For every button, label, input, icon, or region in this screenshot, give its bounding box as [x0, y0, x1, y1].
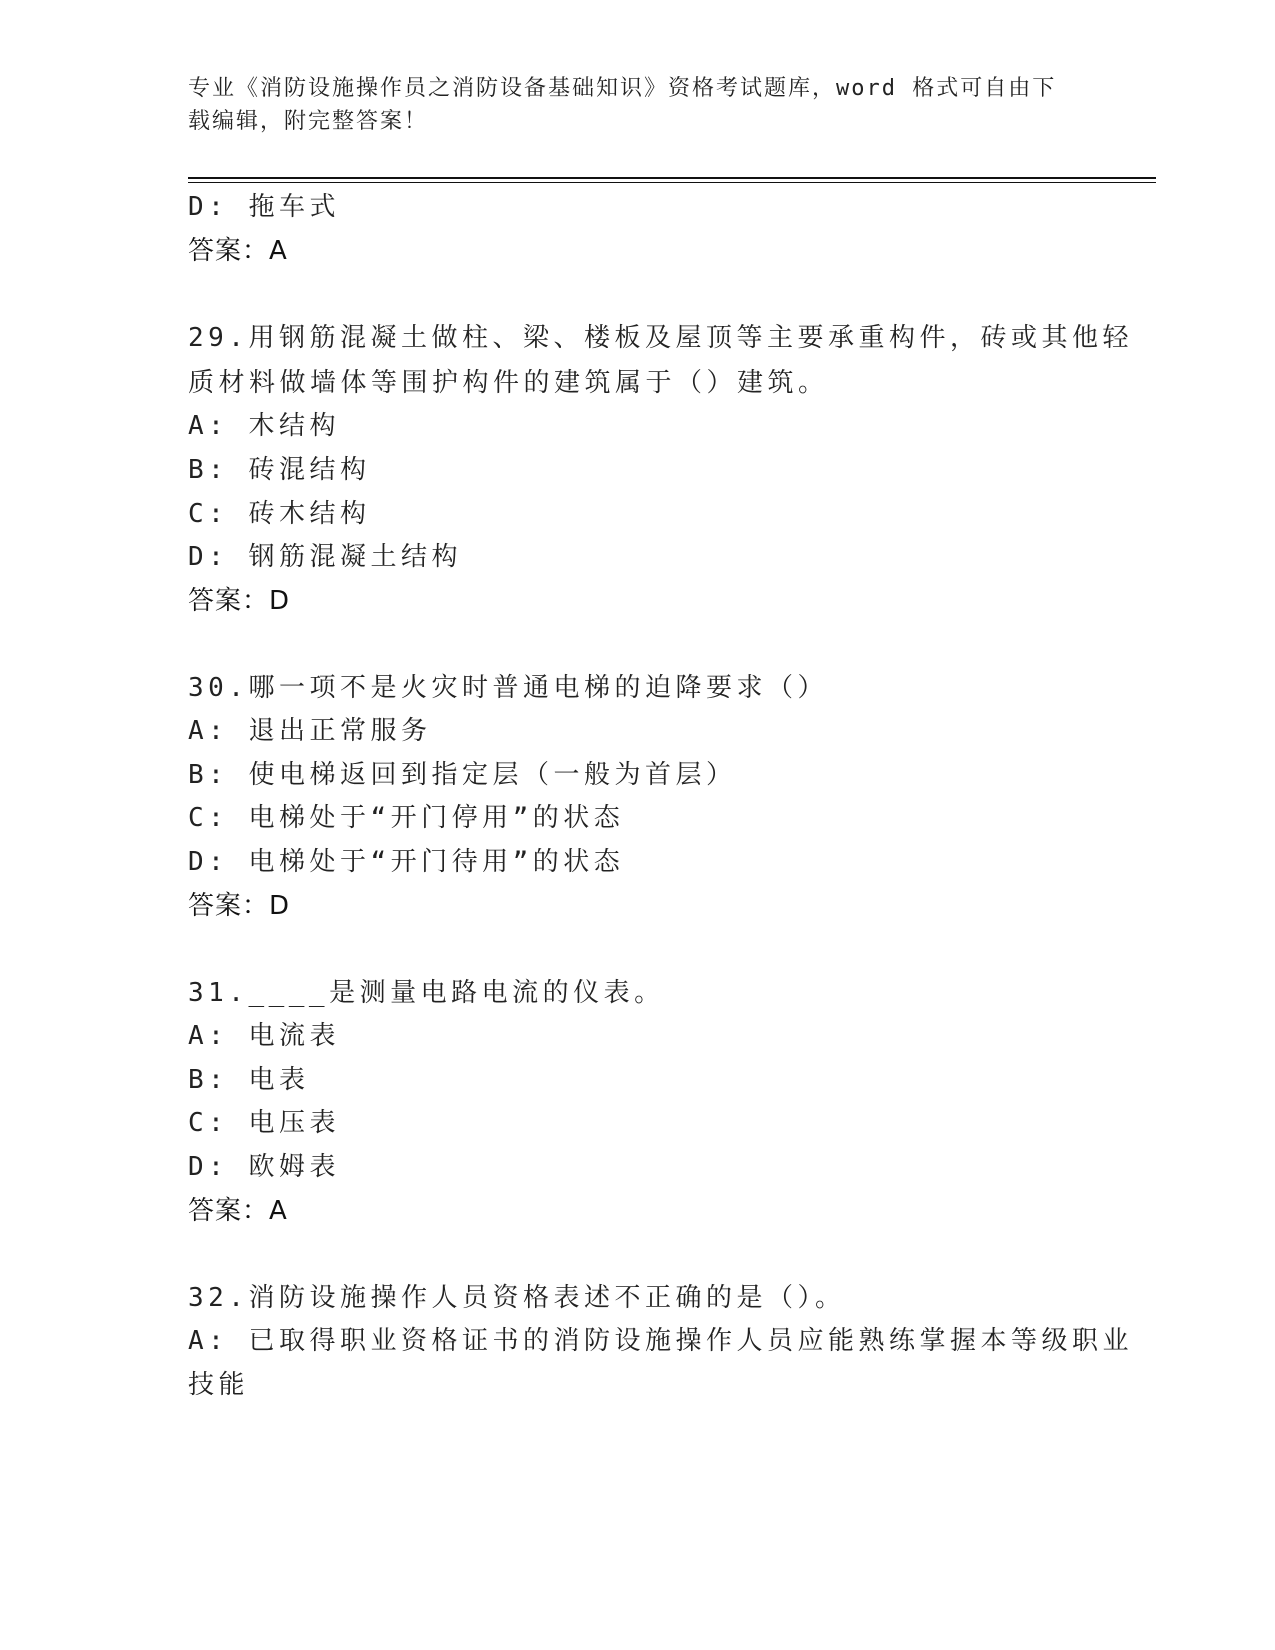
header-line-2: 载编辑，附完整答案！ — [188, 109, 429, 134]
q30-stem-line-1: 30.哪一项不是火灾时普通电梯的迫降要求（） — [188, 673, 828, 703]
q32-option-a-line-1: A: 已取得职业资格证书的消防设施操作人员应能熟练掌握本等级职业 — [188, 1326, 1133, 1356]
q30-option-d: D: 电梯处于“开门待用”的状态 — [188, 847, 625, 877]
prev-answer: 答案：A — [188, 236, 288, 266]
header-line-1: 专业《消防设施操作员之消防设备基础知识》资格考试题库，word 格式可自由下 — [188, 76, 1057, 101]
q32-stem-line-1: 32.消防设施操作人员资格表述不正确的是（）。 — [188, 1283, 846, 1313]
q29-option-c: C: 砖木结构 — [188, 499, 371, 529]
q31-option-d: D: 欧姆表 — [188, 1152, 340, 1182]
q31-answer: 答案：A — [188, 1196, 288, 1226]
q30-option-b: B: 使电梯返回到指定层（一般为首层） — [188, 760, 737, 790]
q31-option-c: C: 电压表 — [188, 1108, 340, 1138]
page-header — [188, 72, 1068, 138]
header-rule-thick — [188, 177, 1156, 179]
q29-answer: 答案：D — [188, 586, 291, 616]
header-rule-thin — [188, 182, 1156, 183]
q30-answer: 答案：D — [188, 891, 291, 921]
q31-stem-line-1: 31.____是测量电路电流的仪表。 — [188, 978, 665, 1008]
q29-option-a: A: 木结构 — [188, 411, 340, 441]
q30-option-c: C: 电梯处于“开门停用”的状态 — [188, 803, 625, 833]
prev-option-d: D: 拖车式 — [188, 192, 340, 222]
q29-stem-line-2: 质材料做墙体等围护构件的建筑属于（）建筑。 — [188, 368, 829, 398]
q31-option-b: B: 电表 — [188, 1065, 310, 1095]
q32-option-a-line-2: 技能 — [188, 1370, 250, 1400]
q29-option-b: B: 砖混结构 — [188, 455, 371, 485]
q29-stem-line-1: 29.用钢筋混凝土做柱、梁、楼板及屋顶等主要承重构件，砖或其他轻 — [188, 323, 1133, 353]
q31-option-a: A: 电流表 — [188, 1021, 340, 1051]
q30-option-a: A: 退出正常服务 — [188, 716, 432, 746]
q29-option-d: D: 钢筋混凝土结构 — [188, 542, 462, 572]
